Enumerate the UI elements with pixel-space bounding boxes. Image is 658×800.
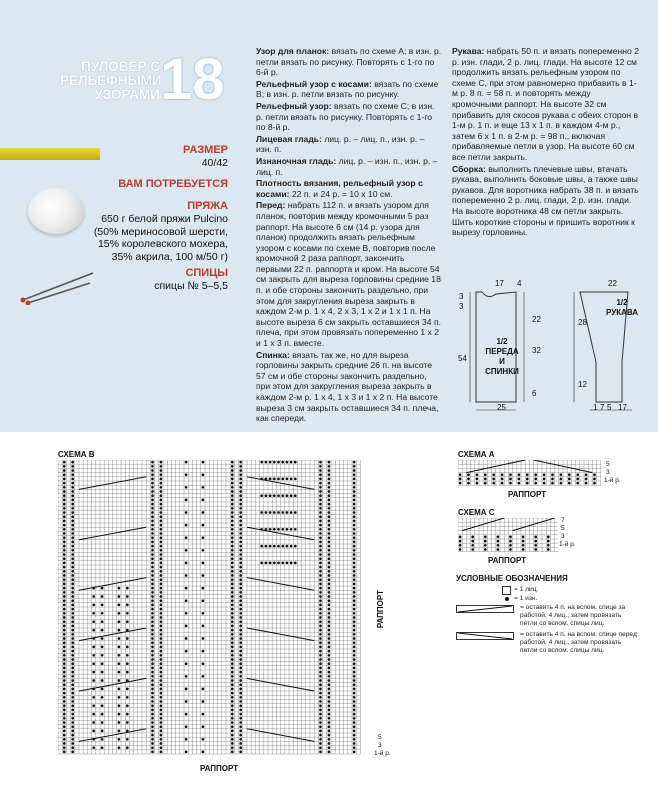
dim-sleeve-1: 1 bbox=[593, 403, 598, 412]
size-heading: РАЗМЕР bbox=[182, 144, 228, 156]
dim-sleeve-12: 12 bbox=[578, 380, 587, 389]
legend-knit: = 1 лиц. bbox=[514, 586, 539, 593]
schema-b-row-1: 1-й р. bbox=[374, 750, 391, 757]
schema-b-rapport-vertical: РАППОРТ bbox=[376, 590, 385, 629]
dim-sleeve-5: 5 bbox=[607, 403, 612, 412]
schema-a-row-3: 3 bbox=[606, 469, 610, 476]
dim-3a: 3 bbox=[459, 292, 464, 301]
schema-b-title: СХЕМА В bbox=[58, 450, 95, 459]
schema-b-row-5: 5 bbox=[378, 734, 382, 741]
schema-c-title: СХЕМА С bbox=[458, 508, 495, 517]
cable-front-symbol bbox=[456, 632, 514, 640]
schema-c-row-3: 3 bbox=[561, 533, 565, 540]
knit-symbol bbox=[502, 586, 511, 595]
tape-measure-image bbox=[0, 148, 100, 160]
legend-purl: = 1 изн. bbox=[514, 595, 538, 602]
dim-3b: 3 bbox=[459, 302, 464, 311]
dim-54: 54 bbox=[458, 354, 467, 363]
schema-c-row-1: 1-й р. bbox=[559, 541, 576, 548]
needles-heading: СПИЦЫ bbox=[185, 267, 228, 279]
dim-sleeve-28: 28 bbox=[578, 318, 587, 327]
schema-a-row-5: 5 bbox=[606, 461, 610, 468]
dim-17: 17 bbox=[495, 279, 504, 288]
schema-b-rapport-horizontal: РАППОРТ bbox=[200, 764, 239, 773]
schema-c-chart bbox=[458, 518, 558, 554]
schema-c-rapport: РАППОРТ bbox=[488, 556, 527, 565]
cable-back-symbol bbox=[456, 605, 514, 613]
page-title: ПУЛОВЕР С РЕЛЬЕФНЫМИ УЗОРАМИ bbox=[60, 59, 162, 102]
need-heading: ВАМ ПОТРЕБУЕТСЯ bbox=[118, 178, 228, 190]
schema-a-rapport: РАППОРТ bbox=[508, 490, 547, 499]
yarn-heading: ПРЯЖА bbox=[187, 200, 228, 212]
size-value: 40/42 bbox=[201, 157, 228, 169]
dim-32: 32 bbox=[532, 346, 541, 355]
schema-a-title: СХЕМА А bbox=[458, 450, 495, 459]
schema-c-row-5: 5 bbox=[561, 525, 565, 532]
instructions-column-2: Рукава: набрать 50 п. и вязать попеременно 2 р. изн. глади, 2 р. лиц. глади. На высоте 12 см продолжить вязать рельефным узором по схеме С, при этом равномерно прибавить в 1-м р. 8 п. = 58 п. и повторять между кромочными раппорт. На высоте 32 см прибавить для скосов рукава с обеих сторон в 1-м р. 1 п. и еще 13 х 1 п. в каждом 4-м р., затем 6 х 1 п. в 2-м р. = 98 п., включая прибавляемые петли в узор. На высоте 60 см все петли закрыть. Сборка: выполнить плечевые швы, втачать рукава, выполнить боковые швы, а также швы рукавов. Для воротника набрать 38 п. и вязать попеременно 2 р. лиц. глади, 2 р. изн. глади. На высоте воротника 48 см петли закрыть. Шить короткие стороны и пришить воротник к вырезу горловины. bbox=[452, 46, 639, 238]
schema-a-chart bbox=[458, 460, 604, 486]
dim-25: 25 bbox=[497, 403, 506, 412]
knitting-needles-icon bbox=[18, 265, 98, 305]
legend-cable-front: = оставить 4 п. на вспом. спице перед работой, 4 лиц., затем провязать петли со вспом. спицы лиц. bbox=[520, 631, 637, 654]
pattern2-label: 1/2 РУКАВА bbox=[605, 298, 639, 317]
page-number: 18 bbox=[160, 47, 225, 112]
schema-b-row-3: 3 bbox=[378, 742, 382, 749]
dim-22: 22 bbox=[532, 315, 541, 324]
dim-4: 4 bbox=[517, 279, 522, 288]
schema-c-row-7: 7 bbox=[561, 517, 565, 524]
schema-a-row-1: 1-й р. bbox=[604, 477, 621, 484]
legend-title: УСЛОВНЫЕ ОБОЗНАЧЕНИЯ bbox=[456, 574, 568, 583]
pattern1-label: 1/2 ПЕРЕДА И СПИНКИ bbox=[485, 337, 519, 376]
yarn-text: 650 г белой пряжи Pulcino (50% мериносовой шерсти, 15% королевского мохера, 35% акрила, 100 м/50 г) bbox=[93, 213, 228, 263]
dim-6: 6 bbox=[532, 389, 537, 398]
needles-value: спицы № 5–5,5 bbox=[154, 280, 228, 292]
dim-sleeve-22: 22 bbox=[608, 279, 617, 288]
dim-sleeve-17: 17 bbox=[618, 403, 627, 412]
dim-sleeve-7: 7 bbox=[600, 403, 605, 412]
purl-symbol bbox=[505, 597, 509, 601]
instructions-column-1: Узор для планок: вязать по схеме А; в изн. р. петли вязать по рисунку. Повторять с 1-го по 6-й р. Рельефный узор с косами: вязать по схеме В; в изн. р. петли вязать по рисунку. Рельефный узор: вязать по схеме С; в изн. р. петли вязать по рисунку. Повторять с 1-го по 8-й р. Лицевая гладь: лиц. р. – лиц. п., изн. р. – изн. п. Изнаночная гладь: лиц. р. – изн. п., изн. р. – лиц. п. Плотность вязания, рельефный узор с косами: 22 п. и 24 р. = 10 х 10 см. Перед: набрать 112 п. и вязать узором для планок, повторив между кромочными 5 раз раппорт. На высоте 6 см (14 р. узора для планок) продолжить вязать рельефным узором с косами по схеме В, повторив после кромочной 2 раза раппорт, закончить первыми 22 п. раппорта и кром. На высоте 54 см закрыть для выреза горловины средние 18 п. и обе стороны закончить раздельно, при этом для закругления выреза закрыть в каждом 2-м р. 1 х 4, 2 х 3, 1 х 2 и 1 х 1 п. На высоте выреза 6 см закрыть оставшиеся 34 п. плеча, при этом провязать попеременно 1 х 2 и 1 х 3 п. вместе. Спинка: вязать так же, но для выреза горловины закрыть средние 26 п. на высоте 57 см и обе стороны закончить раздельно, при этом для закругления выреза закрыть в каждом 2-м р. 1 х 4, 1 х 3 и 1 х 2 п. На высоте выреза 3 см закрыть оставшиеся 34 п. плеча, как спереди. bbox=[256, 46, 442, 424]
legend-cable-back: = оставить 4 п. на вспом. спице за работой, 4 лиц., затем провязать петли со вспом. спицы лиц. bbox=[520, 604, 626, 627]
schema-b-chart bbox=[58, 460, 376, 756]
